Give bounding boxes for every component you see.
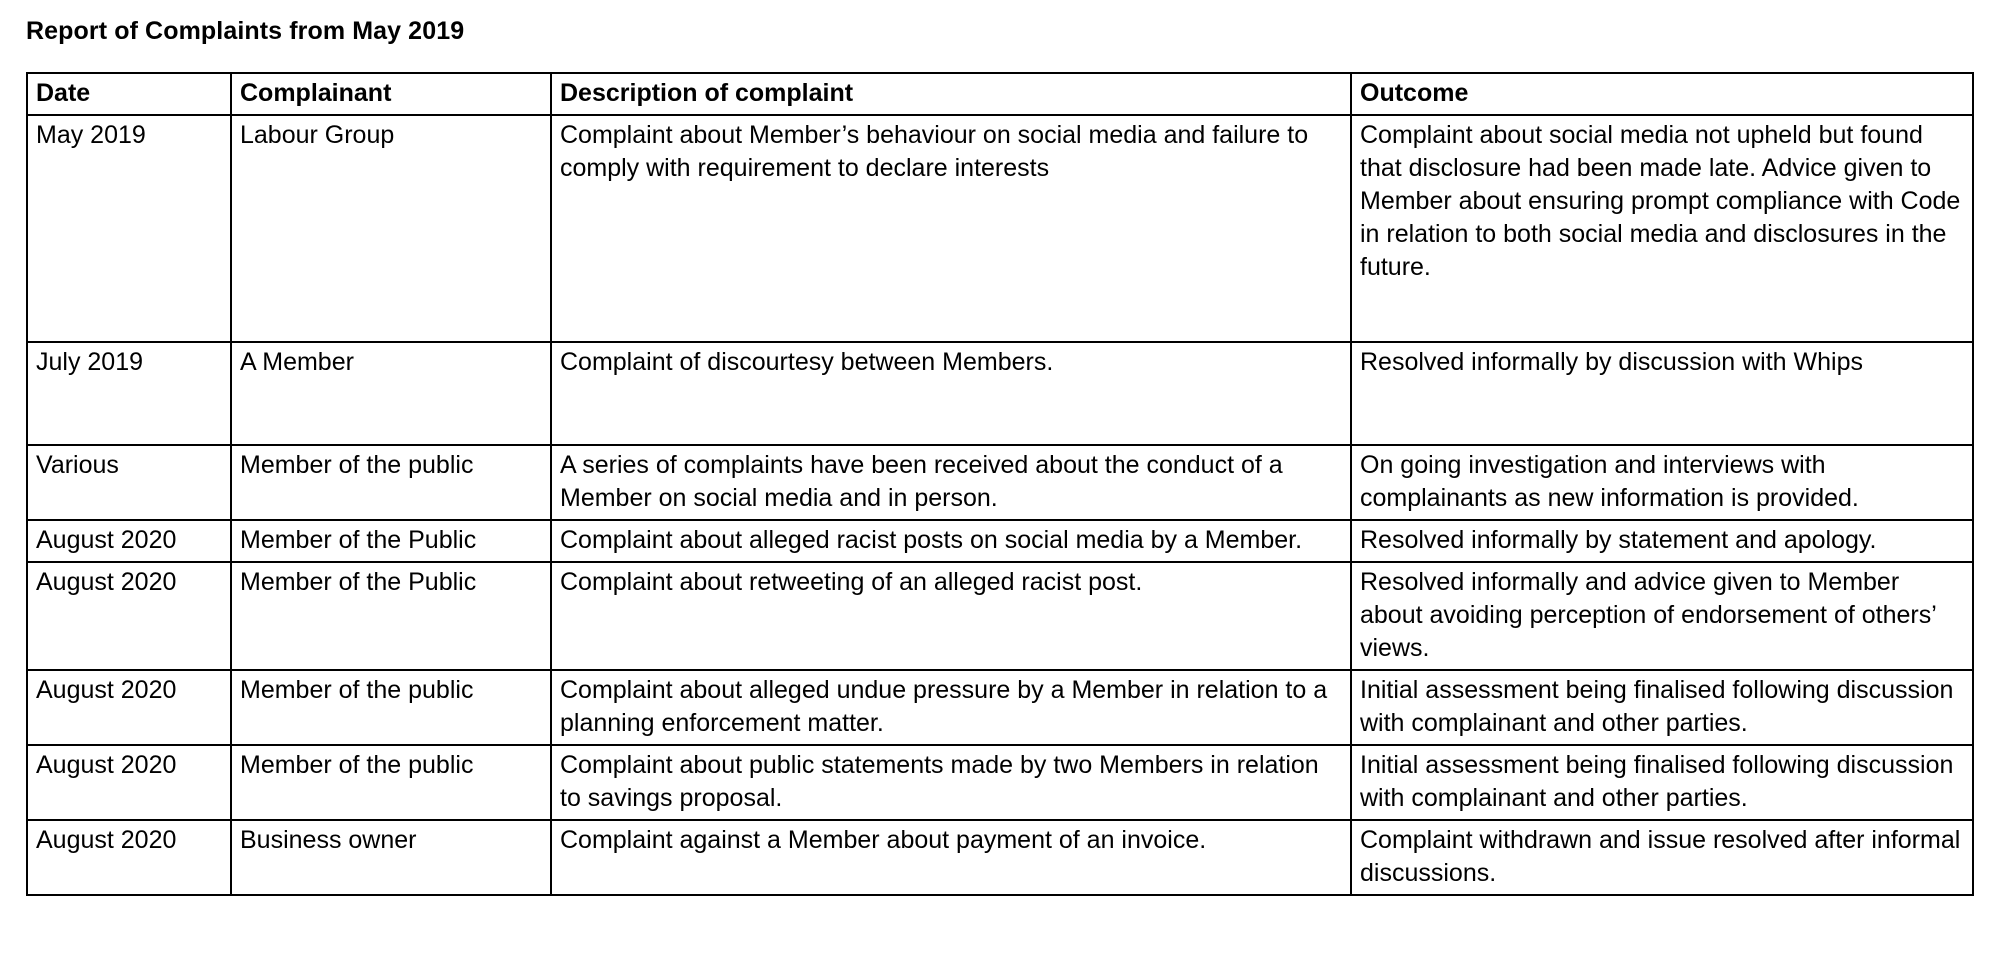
complaints-table [26, 72, 1974, 896]
cell-date: August 2020 [27, 820, 231, 895]
table-row [27, 820, 1973, 895]
table-row [27, 745, 1973, 820]
cell-date: August 2020 [27, 562, 231, 670]
table-row [27, 445, 1973, 520]
cell-date: May 2019 [27, 115, 231, 342]
column-header-complainant: Complainant [231, 73, 551, 115]
table-row [27, 115, 1973, 342]
cell-description: Complaint about public statements made by two Members in relation to savings proposal. [551, 745, 1351, 820]
cell-description: A series of complaints have been received about the conduct of a Member on social media and in person. [551, 445, 1351, 520]
cell-complainant: Member of the public [231, 670, 551, 745]
table-header-row [27, 73, 1973, 115]
column-header-date: Date [27, 73, 231, 115]
cell-outcome: Initial assessment being finalised following discussion with complainant and other parties. [1351, 670, 1973, 745]
column-header-description: Description of complaint [551, 73, 1351, 115]
cell-date: August 2020 [27, 670, 231, 745]
cell-complainant: Member of the public [231, 745, 551, 820]
cell-outcome: On going investigation and interviews with complainants as new information is provided. [1351, 445, 1973, 520]
cell-complainant: Member of the Public [231, 562, 551, 670]
cell-complainant: A Member [231, 342, 551, 445]
table-row [27, 562, 1973, 670]
cell-description: Complaint about retweeting of an alleged racist post. [551, 562, 1351, 670]
cell-complainant: Business owner [231, 820, 551, 895]
cell-outcome: Resolved informally by statement and apology. [1351, 520, 1973, 562]
cell-description: Complaint of discourtesy between Members. [551, 342, 1351, 445]
table-header [27, 73, 1973, 115]
cell-date: July 2019 [27, 342, 231, 445]
cell-description: Complaint about alleged undue pressure by a Member in relation to a planning enforcement matter. [551, 670, 1351, 745]
cell-date: August 2020 [27, 745, 231, 820]
page-title: Report of Complaints from May 2019 [26, 17, 465, 45]
cell-description: Complaint about Member’s behaviour on social media and failure to comply with requirement to declare interests [551, 115, 1351, 342]
cell-complainant: Member of the Public [231, 520, 551, 562]
cell-outcome: Complaint about social media not upheld but found that disclosure had been made late. Advice given to Member about ensuring prompt compliance with Code in relation to both social media and disclosures in the future. [1351, 115, 1973, 342]
cell-outcome: Resolved informally and advice given to Member about avoiding perception of endorsement of others’ views. [1351, 562, 1973, 670]
cell-complainant: Member of the public [231, 445, 551, 520]
table-body [27, 115, 1973, 895]
cell-outcome: Resolved informally by discussion with Whips [1351, 342, 1973, 445]
cell-description: Complaint about alleged racist posts on social media by a Member. [551, 520, 1351, 562]
table-row [27, 670, 1973, 745]
column-header-outcome: Outcome [1351, 73, 1973, 115]
cell-date: August 2020 [27, 520, 231, 562]
cell-description: Complaint against a Member about payment of an invoice. [551, 820, 1351, 895]
table-row [27, 520, 1973, 562]
cell-date: Various [27, 445, 231, 520]
cell-outcome: Initial assessment being finalised following discussion with complainant and other parties. [1351, 745, 1973, 820]
cell-outcome: Complaint withdrawn and issue resolved after informal discussions. [1351, 820, 1973, 895]
table-row [27, 342, 1973, 445]
cell-complainant: Labour Group [231, 115, 551, 342]
